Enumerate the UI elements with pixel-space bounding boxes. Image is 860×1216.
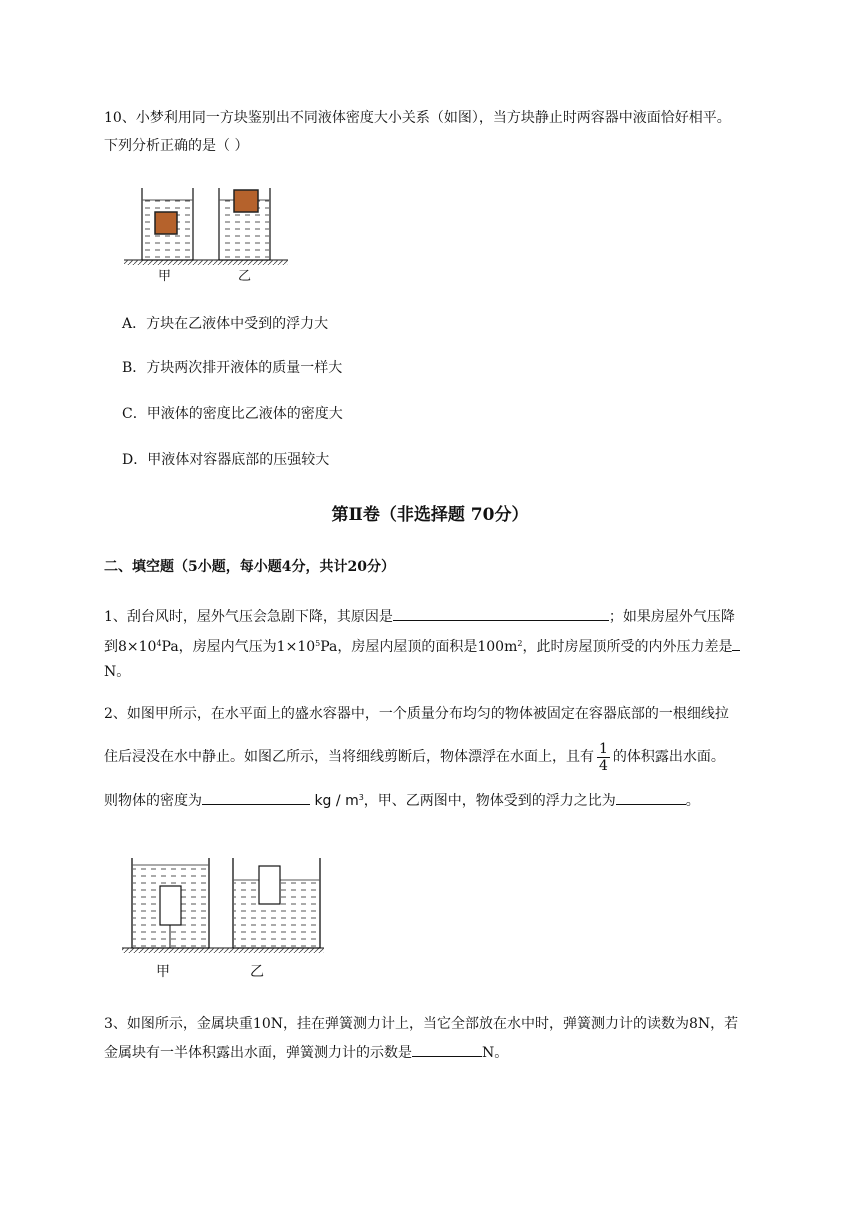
ground-hatch: [124, 260, 288, 265]
block-right: [234, 190, 258, 212]
q1-line2: 到$8\times 10^4Pa$，房屋内气压为$1\times 10^5Pa$，房屋内屋顶的面积是$100m^2$，此时房屋顶所受的内外压力差是: [104, 634, 740, 657]
q3-line2: 金属块有一半体积露出水面，弹簧测力计的示数是 N。: [104, 1042, 508, 1063]
part2-title: 第Ⅱ卷（非选择题 70分）: [331, 505, 529, 525]
object-yi: [259, 866, 280, 904]
q10-option-a: A．方块在乙液体中受到的浮力大: [122, 316, 329, 332]
q2-line1: 2、如图甲所示，在水平面上的盛水容器中，一个质量分布均匀的物体被固定在容器底部的一根细线拉: [104, 706, 729, 722]
q1-line3: N。: [104, 664, 131, 680]
block-left: [155, 212, 177, 234]
density-unit: kg / $m^3$: [314, 793, 364, 809]
q2-blank1[interactable]: [202, 790, 310, 805]
object-jia: [160, 886, 181, 925]
q10-option-b: B．方块两次排开液体的质量一样大: [122, 360, 343, 376]
q10-figure: [124, 184, 290, 284]
q10-option-d: D．甲液体对容器底部的压强较大: [122, 452, 330, 468]
q3-line1: 3、如图所示，金属块重10N，挂在弹簧测力计上，当它全部放在水中时，弹簧测力计的读数为8N，若: [104, 1016, 739, 1032]
q1-blank1[interactable]: [393, 606, 609, 621]
q10-stem-line2: 下列分析正确的是（ ）: [104, 138, 249, 154]
fraction-one-quarter: $\frac{1}{4}$: [599, 740, 608, 774]
label-jia-2: 甲: [156, 964, 170, 980]
q1-line1: 1、刮台风时，屋外气压会急剧下降，其原因是 ；如果房屋外气压降: [104, 606, 735, 627]
ground-hatch-2: [122, 948, 324, 953]
q3-blank[interactable]: [412, 1042, 482, 1057]
label-yi-2: 乙: [250, 964, 264, 980]
q10-stem-line1: 10、小梦利用同一方块鉴别出不同液体密度大小关系（如图），当方块静止时两容器中液面恰好相平。: [104, 110, 731, 126]
q2-blank2[interactable]: [616, 790, 686, 805]
q2-line2: 住后浸没在水中静止。如图乙所示，当将细线剪断后，物体漂浮在水面上，且有 $\frac{1}{4}$ 的体积露出水面。: [104, 740, 725, 774]
label-yi: 乙: [238, 269, 252, 284]
q1-blank2[interactable]: [732, 636, 740, 651]
label-jia: 甲: [158, 269, 172, 284]
q2-figure: [120, 852, 326, 986]
q10-option-c: C．甲液体的密度比乙液体的密度大: [122, 406, 343, 422]
q2-line3: 则物体的密度为 kg / $m^3$，甲、乙两图中，物体受到的浮力之比为 。: [104, 788, 700, 811]
section-heading: 二、填空题（5小题，每小题4分，共计20分）: [104, 559, 395, 575]
